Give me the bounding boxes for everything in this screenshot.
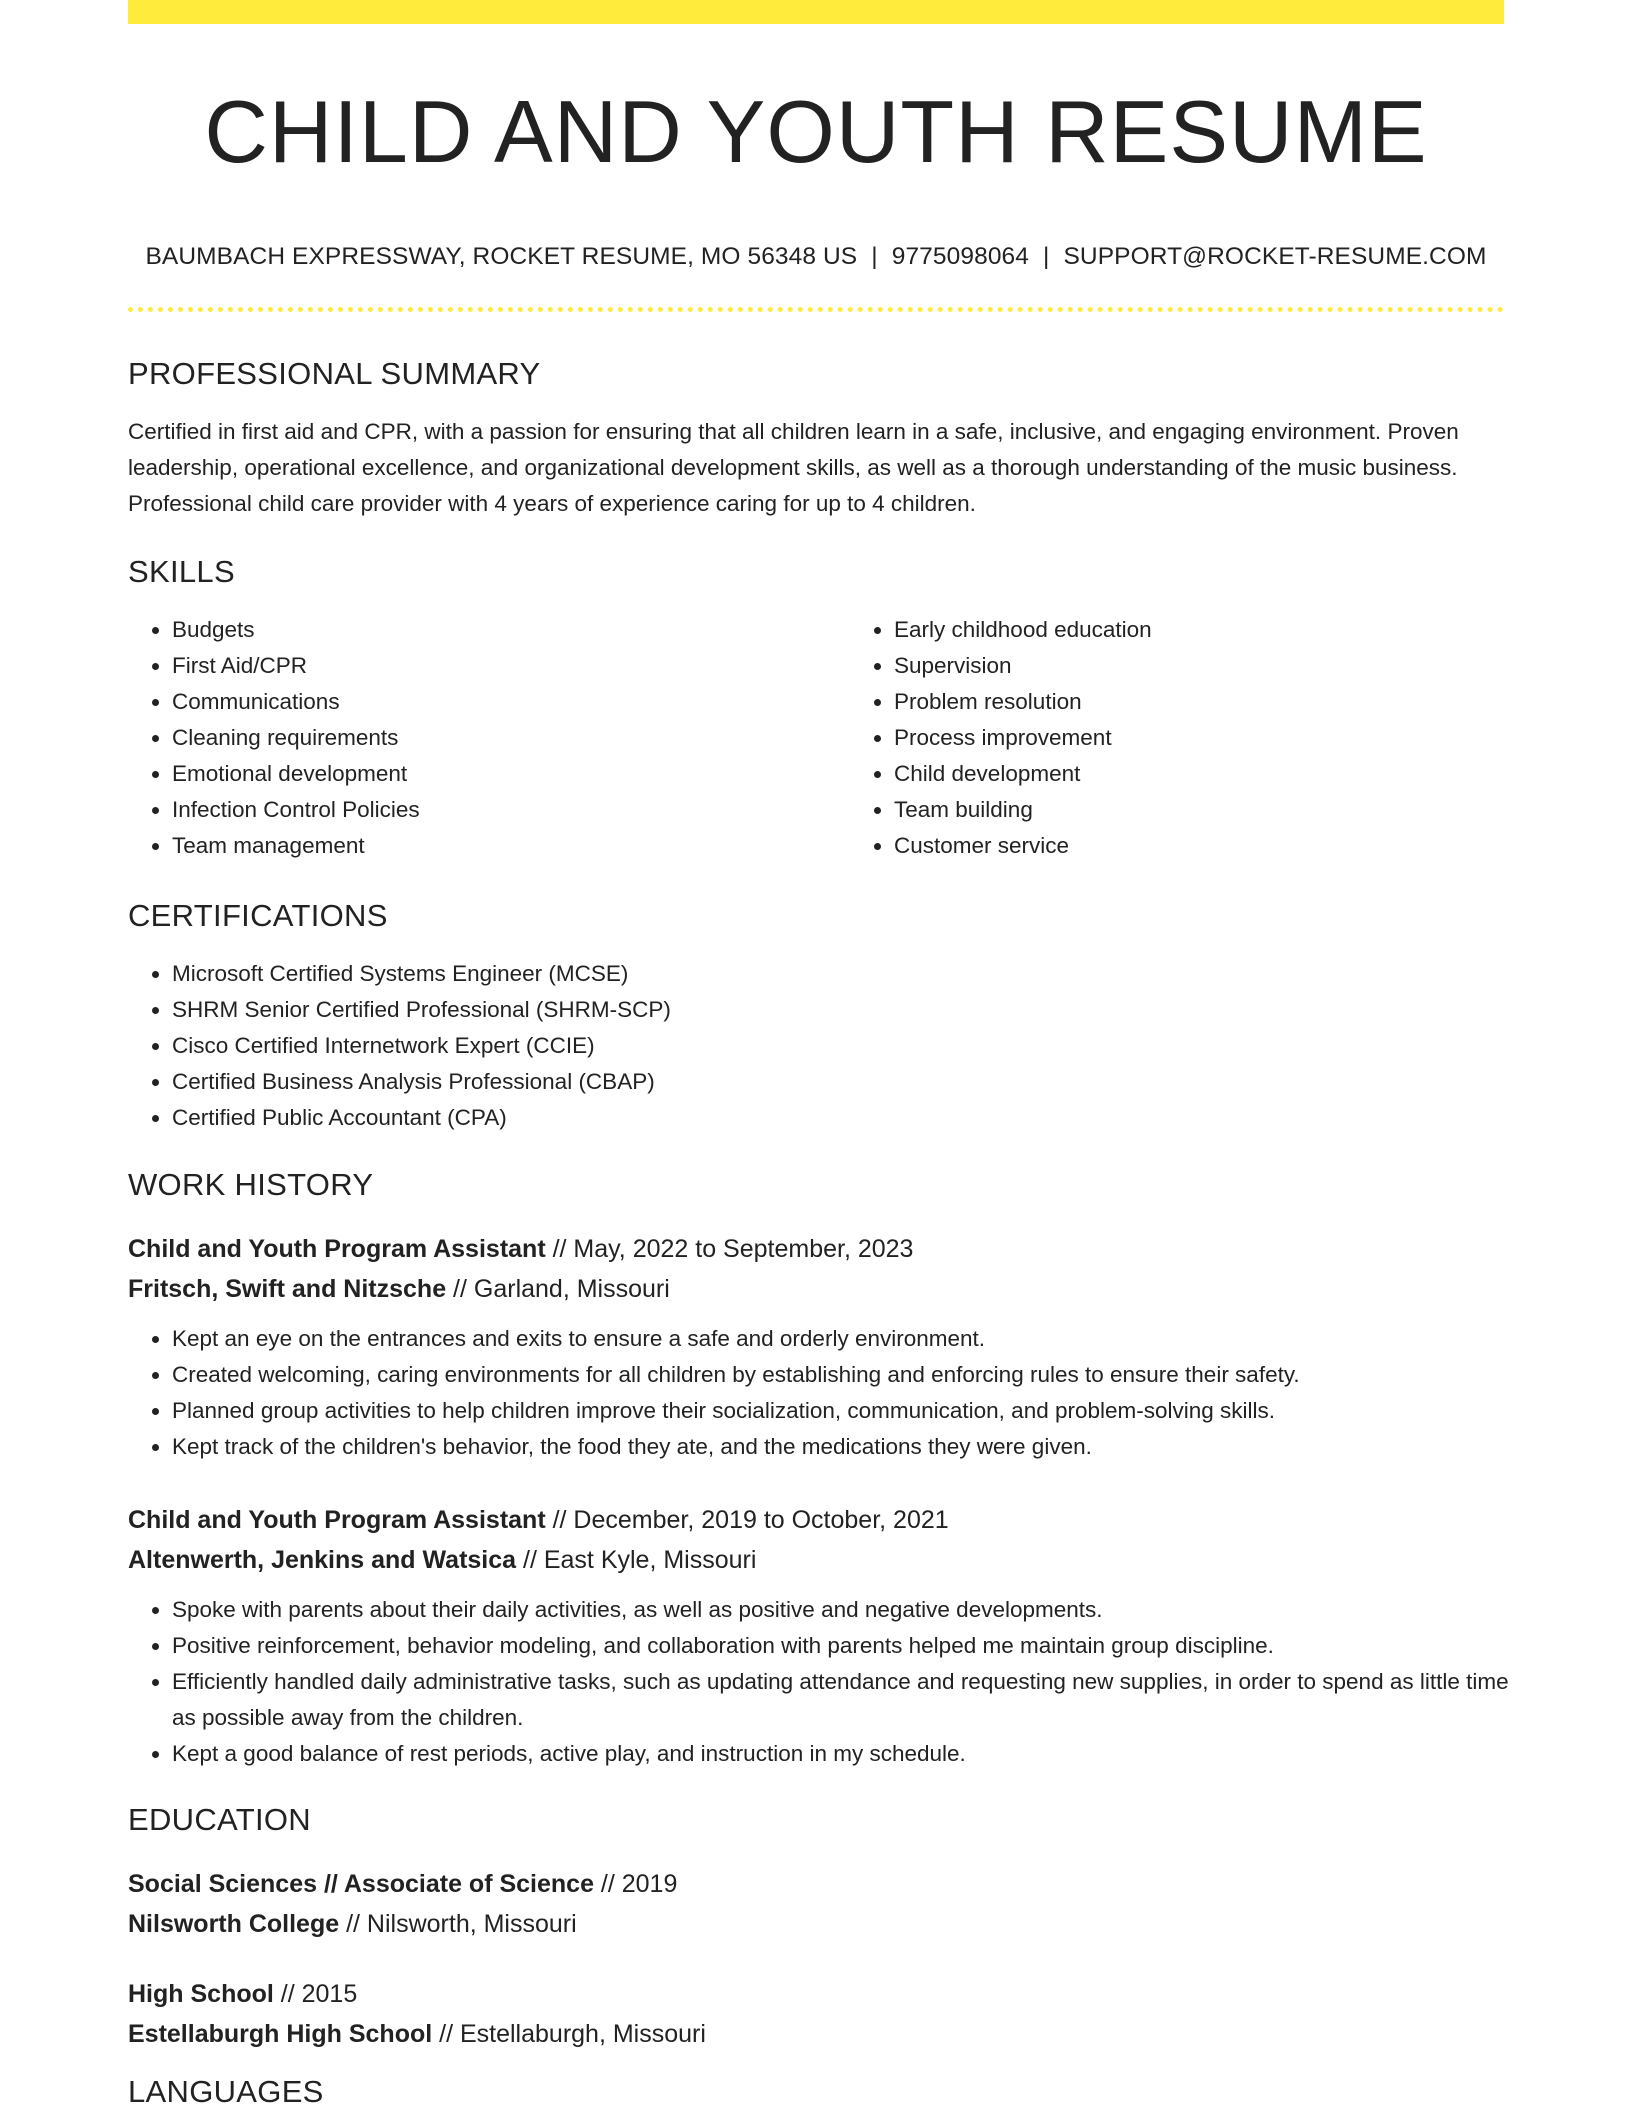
education-entry bbox=[128, 1974, 1504, 2054]
work-section bbox=[128, 1167, 1504, 1203]
education-degree: Social Sciences // Associate of Science bbox=[128, 1870, 594, 1898]
job-role-line bbox=[128, 1229, 1504, 1269]
job-role: Child and Youth Program Assistant bbox=[128, 1506, 546, 1534]
skill-item: • Infection Control Policies bbox=[172, 792, 850, 828]
education-year: // 2019 bbox=[593, 1870, 678, 1898]
section-title-certifications: CERTIFICATIONS bbox=[128, 898, 388, 933]
skill-item: • Process improvement bbox=[894, 720, 1572, 756]
job-role-line bbox=[128, 1500, 1504, 1540]
skill-item: • Cleaning requirements bbox=[172, 720, 850, 756]
summary-section bbox=[128, 356, 1504, 522]
education-school-line bbox=[128, 1904, 1504, 1944]
skill-item: • Customer service bbox=[894, 828, 1572, 864]
job-dates: // May, 2022 to September, 2023 bbox=[545, 1235, 914, 1263]
job-company-line bbox=[128, 1269, 1504, 1309]
job-bullet: • Kept track of the children's behavior, the food they ate, and the medications they were given. bbox=[172, 1429, 1504, 1465]
skills-section bbox=[128, 554, 1504, 864]
top-accent-bar bbox=[128, 0, 1504, 24]
job-company: Fritsch, Swift and Nitzsche bbox=[128, 1275, 447, 1303]
skills-grid bbox=[128, 612, 1504, 864]
skills-list-left bbox=[128, 612, 850, 864]
education-school: Nilsworth College bbox=[128, 1910, 340, 1938]
skill-item: • Supervision bbox=[894, 648, 1572, 684]
section-title-work: WORK HISTORY bbox=[128, 1167, 374, 1202]
education-section bbox=[128, 1802, 1504, 1838]
skill-item: • Child development bbox=[894, 756, 1572, 792]
job-bullets bbox=[128, 1321, 1504, 1465]
skill-item: • First Aid/CPR bbox=[172, 648, 850, 684]
skill-item: • Team management bbox=[172, 828, 850, 864]
certification-item: • Microsoft Certified Systems Engineer (MCSE) bbox=[172, 956, 1504, 992]
job-bullet: • Kept a good balance of rest periods, active play, and instruction in my schedule. bbox=[172, 1736, 1512, 1772]
contact-separator: | bbox=[1043, 242, 1050, 270]
job-role: Child and Youth Program Assistant bbox=[128, 1235, 546, 1263]
certifications-section bbox=[128, 898, 1504, 1136]
education-school: Estellaburgh High School bbox=[128, 2020, 433, 2048]
contact-line bbox=[128, 243, 1504, 271]
certification-item: • Cisco Certified Internetwork Expert (CCIE) bbox=[172, 1028, 1504, 1064]
resume-page bbox=[128, 0, 1509, 2109]
contact-email: SUPPORT@ROCKET-RESUME.COM bbox=[1063, 242, 1487, 270]
job-dates: // December, 2019 to October, 2021 bbox=[545, 1506, 949, 1534]
job-bullet: • Planned group activities to help children improve their socialization, communication, and problem-solving skills. bbox=[172, 1393, 1504, 1429]
skill-item: • Emotional development bbox=[172, 756, 850, 792]
languages-section bbox=[128, 2074, 1504, 2110]
job-company: Altenwerth, Jenkins and Watsica bbox=[128, 1546, 517, 1574]
job-bullet: • Spoke with parents about their daily activities, as well as positive and negative developments. bbox=[172, 1592, 1512, 1628]
education-school-line bbox=[128, 2014, 1504, 2054]
education-degree-line bbox=[128, 1974, 1504, 2014]
job-entry bbox=[128, 1500, 1509, 1772]
certification-item: • Certified Public Accountant (CPA) bbox=[172, 1100, 1504, 1136]
skill-item: • Problem resolution bbox=[894, 684, 1572, 720]
resume-title: CHILD AND YOUTH RESUME bbox=[204, 82, 1428, 181]
skill-item: • Budgets bbox=[172, 612, 850, 648]
job-bullet: • Efficiently handled daily administrative tasks, such as updating attendance and requesting new supplies, in order to spend as little time as possible away from the children. bbox=[172, 1664, 1512, 1736]
dotted-divider bbox=[128, 307, 1504, 312]
job-bullet: • Kept an eye on the entrances and exits to ensure a safe and orderly environment. bbox=[172, 1321, 1504, 1357]
education-degree-line bbox=[128, 1864, 1504, 1904]
section-title-summary: PROFESSIONAL SUMMARY bbox=[128, 356, 541, 391]
job-entry bbox=[128, 1229, 1504, 1465]
education-year: // 2015 bbox=[273, 1980, 358, 2008]
skill-item: • Team building bbox=[894, 792, 1572, 828]
education-degree: High School bbox=[128, 1980, 274, 2008]
job-bullet: • Created welcoming, caring environments for all children by establishing and enforcing rules to ensure their safety. bbox=[172, 1357, 1504, 1393]
skill-item: • Early childhood education bbox=[894, 612, 1572, 648]
contact-address: BAUMBACH EXPRESSWAY, ROCKET RESUME, MO 56348 US bbox=[145, 242, 858, 270]
job-bullets bbox=[128, 1592, 1512, 1772]
certification-item: • Certified Business Analysis Professional (CBAP) bbox=[172, 1064, 1504, 1100]
education-location: // Nilsworth, Missouri bbox=[339, 1910, 577, 1938]
job-company-line bbox=[128, 1540, 1504, 1580]
job-bullet: • Positive reinforcement, behavior modeling, and collaboration with parents helped me maintain group discipline. bbox=[172, 1628, 1512, 1664]
education-entry bbox=[128, 1864, 1504, 1944]
section-title-education: EDUCATION bbox=[128, 1802, 311, 1837]
contact-phone: 9775098064 bbox=[891, 242, 1029, 270]
job-location: // East Kyle, Missouri bbox=[516, 1546, 757, 1574]
education-location: // Estellaburgh, Missouri bbox=[432, 2020, 706, 2048]
skills-list-right bbox=[850, 612, 1572, 864]
section-title-languages: LANGUAGES bbox=[128, 2074, 324, 2109]
section-title-skills: SKILLS bbox=[128, 554, 235, 589]
certification-item: • SHRM Senior Certified Professional (SHRM-SCP) bbox=[172, 992, 1504, 1028]
certifications-list bbox=[128, 956, 1504, 1136]
summary-text: Certified in first aid and CPR, with a passion for ensuring that all children learn in a safe, inclusive, and engaging environment. Proven leadership, operational excellence, and organizational development skills, as well as a thorough understanding of the music business. Professional child care provider with 4 years of experience caring for up to 4 children. bbox=[128, 419, 1459, 516]
job-location: // Garland, Missouri bbox=[446, 1275, 670, 1303]
skill-item: • Communications bbox=[172, 684, 850, 720]
contact-separator: | bbox=[871, 242, 878, 270]
